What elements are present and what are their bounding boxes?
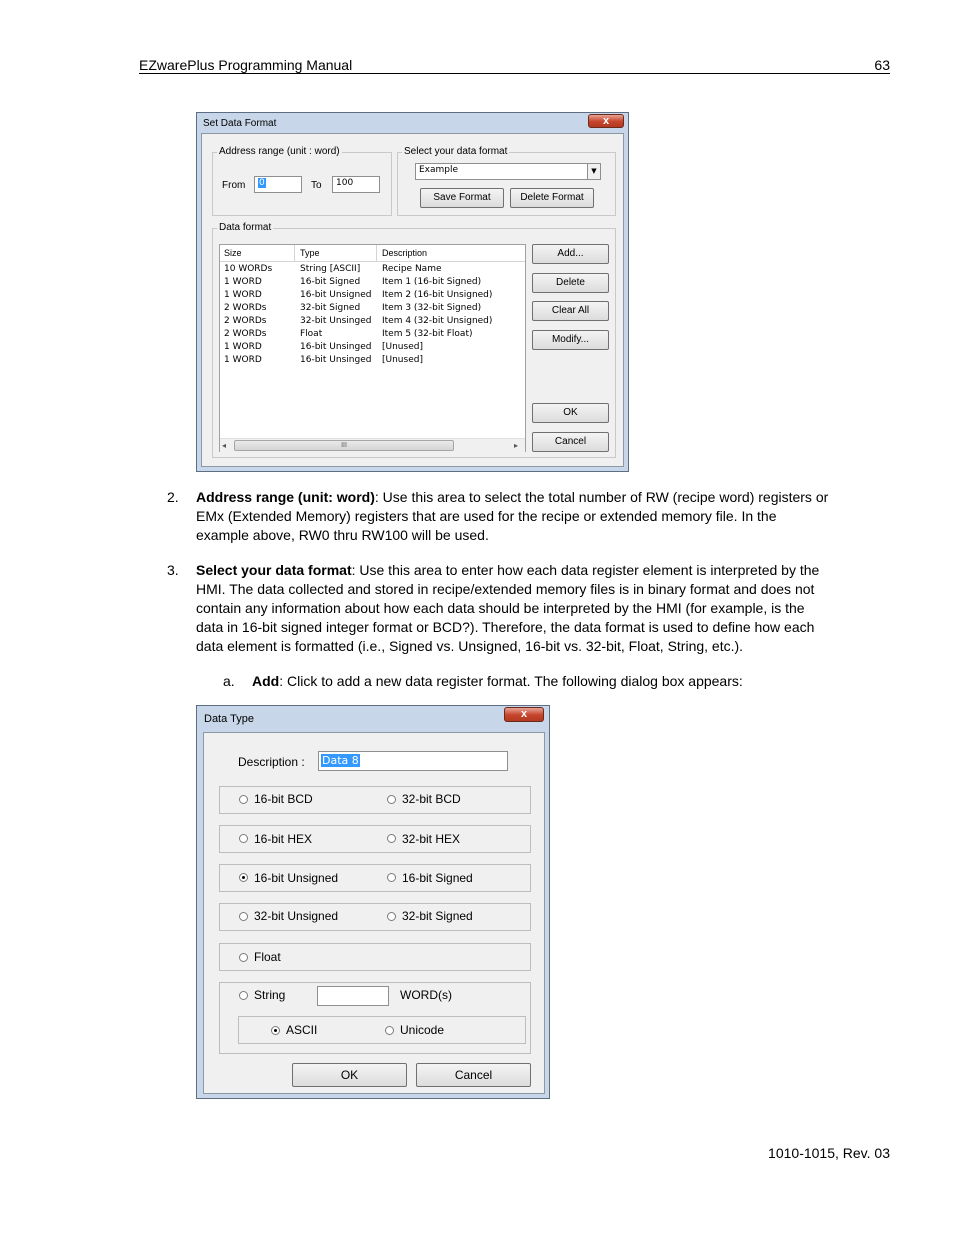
radio-16bit-bcd[interactable] (239, 795, 248, 804)
paragraph-add (223, 672, 872, 691)
cell-description: Item 4 (32-bit Unsigned) (382, 316, 493, 326)
page-number: 63 (874, 57, 890, 73)
list-number: 2. (167, 489, 179, 505)
ok-button[interactable]: OK (532, 403, 609, 423)
label-32bit-unsigned[interactable]: 32-bit Unsigned (254, 909, 339, 923)
label-16bit-hex[interactable]: 16-bit HEX (254, 832, 313, 846)
column-header-size[interactable]: Size (224, 248, 242, 258)
cell-type: 32-bit Signed (300, 303, 361, 313)
cell-size: 2 WORDs (224, 329, 267, 339)
save-format-button[interactable]: Save Format (420, 188, 504, 208)
modify-button[interactable]: Modify... (532, 330, 609, 350)
description-label: Description : (238, 755, 305, 769)
paragraph-line: HMI. The data collected and stored in recipe/extended memory files is in binary format and does not (196, 581, 815, 597)
document-revision: 1010-1015, Rev. 03 (768, 1145, 890, 1161)
cancel-button[interactable]: Cancel (532, 432, 609, 452)
cell-size: 1 WORD (224, 277, 262, 287)
cell-size: 2 WORDs (224, 303, 267, 313)
cell-description: Item 1 (16-bit Signed) (382, 277, 482, 287)
cell-description: [Unused] (382, 342, 423, 352)
cell-type: 32-bit Unsinged (300, 316, 372, 326)
term: Select your data format (196, 562, 352, 578)
cell-type: Float (300, 329, 323, 339)
paragraph-text: : Use this area to select the total number of RW (recipe word) registers or (374, 489, 829, 505)
paragraph-line: data element is formatted (i.e., Signed vs. Unsigned, 16-bit vs. 32-bit, Float, String, etc.). (196, 638, 744, 654)
radio-ascii[interactable] (271, 1026, 280, 1035)
paragraph-line (196, 561, 856, 580)
paragraph-address-range (167, 488, 856, 545)
scroll-thumb[interactable]: III (234, 440, 454, 451)
cell-size: 1 WORD (224, 290, 262, 300)
label-string[interactable]: String (254, 988, 286, 1002)
label-32bit-signed[interactable]: 32-bit Signed (402, 909, 473, 923)
from-label: From (222, 180, 246, 191)
encoding-group (238, 1016, 526, 1044)
radio-unicode[interactable] (385, 1026, 394, 1035)
data-format-list[interactable] (219, 244, 526, 452)
manual-title: EZwarePlus Programming Manual (139, 57, 353, 73)
radio-32bit-unsigned[interactable] (239, 912, 248, 921)
radio-string[interactable] (239, 991, 248, 1000)
cell-description: Recipe Name (382, 264, 442, 274)
data-format-label: Data format (219, 222, 272, 233)
cell-type: String [ASCII] (300, 264, 361, 274)
format-select-value: Example (419, 165, 459, 175)
radio-32bit-bcd[interactable] (387, 795, 396, 804)
dialog-client-area (201, 133, 624, 467)
scroll-right-icon[interactable]: ▸ (514, 441, 519, 450)
scroll-left-icon[interactable]: ◂ (222, 441, 227, 450)
radio-16bit-hex[interactable] (239, 834, 248, 843)
label-unicode[interactable]: Unicode (400, 1023, 445, 1037)
paragraph-line: data in 16-bit signed integer format or BCD?). Therefore, the data format is used to define how each (196, 619, 815, 635)
cell-description: Item 2 (16-bit Unsigned) (382, 290, 493, 300)
cell-size: 1 WORD (224, 342, 262, 352)
add-button[interactable]: Add... (532, 244, 609, 264)
to-label: To (311, 180, 322, 191)
paragraph-text: : Use this area to enter how each data register element is interpreted by the (351, 562, 820, 578)
to-input[interactable]: 100 (332, 176, 380, 193)
cell-type: 16-bit Unsinged (300, 355, 372, 365)
cell-type: 16-bit Unsigned (300, 290, 372, 300)
delete-button[interactable]: Delete (532, 273, 609, 293)
cell-size: 1 WORD (224, 355, 262, 365)
set-data-format-dialog (196, 112, 629, 472)
select-format-label: Select your data format (404, 146, 508, 157)
close-icon[interactable]: x (504, 707, 544, 722)
words-label: WORD(s) (400, 988, 452, 1002)
label-32bit-hex[interactable]: 32-bit HEX (402, 832, 461, 846)
radio-32bit-hex[interactable] (387, 834, 396, 843)
label-32bit-bcd[interactable]: 32-bit BCD (402, 792, 461, 806)
paragraph-line (196, 488, 856, 507)
description-value: Data 8 (322, 754, 359, 767)
column-header-type[interactable]: Type (300, 248, 320, 258)
label-16bit-bcd[interactable]: 16-bit BCD (254, 792, 313, 806)
from-value: 0 (259, 178, 265, 188)
list-letter: a. (223, 673, 235, 689)
radio-16bit-unsigned[interactable] (239, 873, 248, 882)
cell-description: Item 3 (32-bit Signed) (382, 303, 482, 313)
term: Address range (unit: word) (196, 489, 375, 505)
paragraph-line: example above, RW0 thru RW100 will be used. (196, 527, 489, 543)
cell-size: 2 WORDs (224, 316, 267, 326)
string-length-input[interactable] (317, 986, 389, 1006)
clear-all-button[interactable]: Clear All (532, 301, 609, 321)
dialog-title: Data Type (204, 713, 254, 725)
paragraph-line (252, 672, 872, 691)
dialog-title: Set Data Format (203, 118, 277, 129)
chevron-down-icon[interactable]: ▼ (587, 164, 600, 179)
paragraph-select-format (167, 561, 856, 656)
cell-type: 16-bit Signed (300, 277, 361, 287)
list-number: 3. (167, 562, 179, 578)
radio-16bit-signed[interactable] (387, 873, 396, 882)
term: Add (252, 673, 280, 689)
column-header-description[interactable]: Description (382, 248, 428, 258)
ok-button[interactable]: OK (292, 1063, 407, 1087)
label-ascii[interactable]: ASCII (286, 1023, 318, 1037)
label-16bit-unsigned[interactable]: 16-bit Unsigned (254, 871, 339, 885)
dialog-client-area (203, 732, 545, 1094)
paragraph-text: : Click to add a new data register format. The following dialog box appears: (279, 673, 743, 689)
label-16bit-signed[interactable]: 16-bit Signed (402, 871, 473, 885)
from-input[interactable] (254, 176, 302, 193)
cell-size: 10 WORDs (224, 264, 273, 274)
cancel-button[interactable]: Cancel (416, 1063, 531, 1087)
cell-type: 16-bit Unsinged (300, 342, 372, 352)
paragraph-line: contain any information about how each data should be interpreted by the HMI (for example, is the (196, 600, 805, 616)
horizontal-scrollbar[interactable] (220, 438, 525, 452)
paragraph-line: EMx (Extended Memory) registers that are used for the recipe or extended memory file. In the (196, 508, 777, 524)
delete-format-button[interactable]: Delete Format (510, 188, 594, 208)
cell-description: [Unused] (382, 355, 423, 365)
close-icon[interactable]: x (588, 114, 624, 128)
cell-description: Item 5 (32-bit Float) (382, 329, 473, 339)
header-rule (139, 73, 890, 74)
label-float[interactable]: Float (254, 950, 281, 964)
radio-32bit-signed[interactable] (387, 912, 396, 921)
list-header (220, 245, 525, 262)
address-range-label: Address range (unit : word) (219, 146, 340, 157)
data-type-dialog (196, 705, 550, 1099)
description-input[interactable] (318, 751, 508, 771)
radio-float[interactable] (239, 953, 248, 962)
format-select[interactable] (415, 163, 601, 180)
